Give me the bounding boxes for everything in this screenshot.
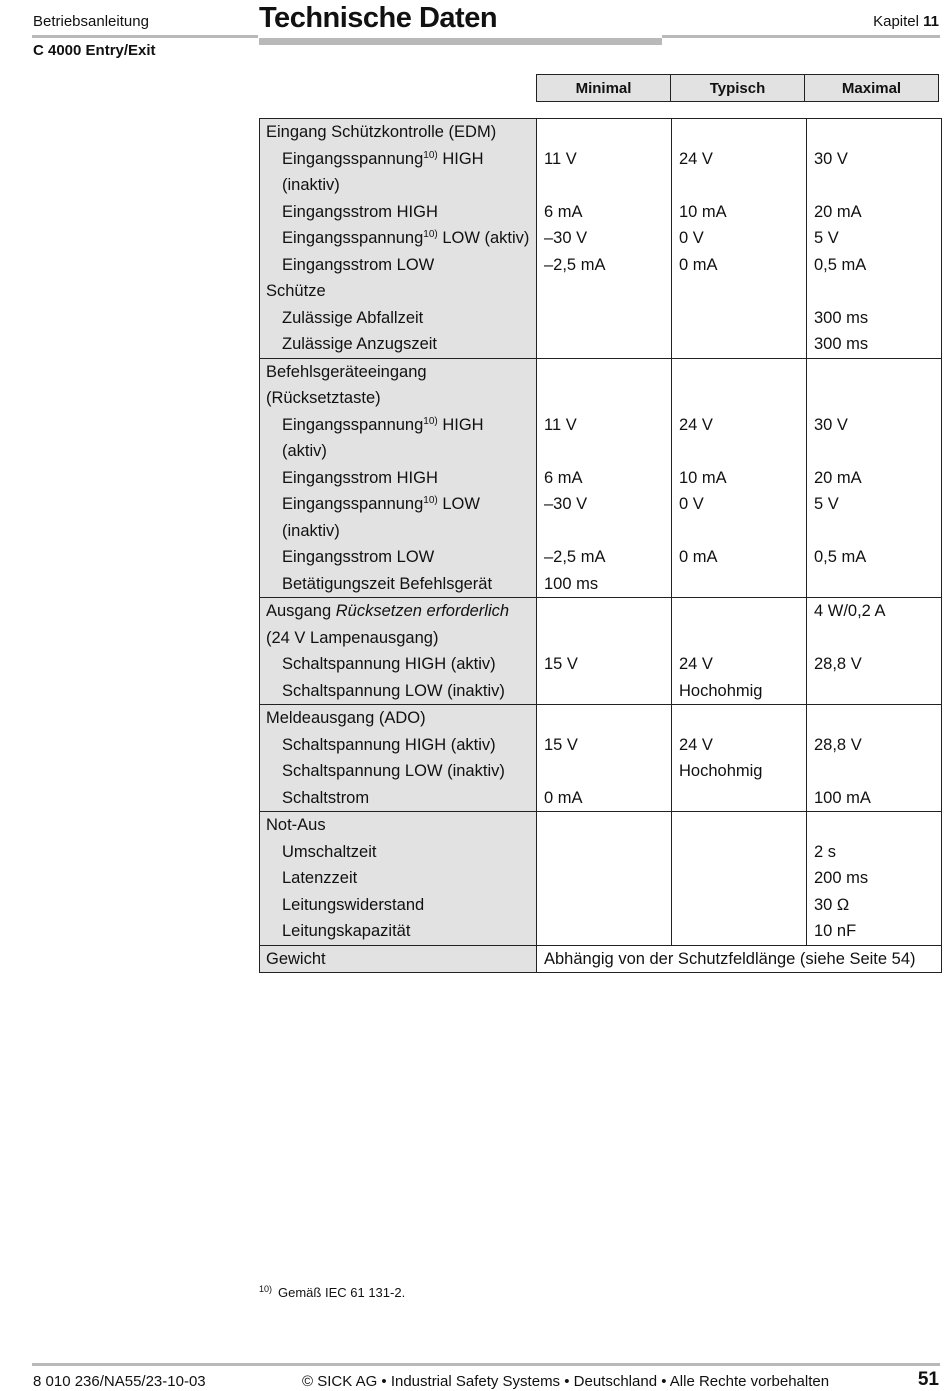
row-label: [260, 678, 537, 705]
row-label-text: Gewicht: [266, 949, 326, 968]
value-typical: Hochohmig: [672, 758, 807, 785]
value-minimal: [537, 331, 672, 358]
value-maximal: 20 mA: [807, 199, 942, 226]
row-label-text: Eingangsspannung: [282, 415, 424, 434]
table-row: [260, 785, 942, 812]
row-label: [260, 305, 537, 332]
value-minimal: 11 V: [537, 412, 672, 465]
row-label: [260, 945, 537, 973]
row-label: [260, 732, 537, 759]
value-maximal: 5 V: [807, 225, 942, 252]
value-minimal: [537, 812, 672, 839]
row-label: [260, 491, 537, 544]
row-label: [260, 412, 537, 465]
value-minimal: 15 V: [537, 732, 672, 759]
page-title: Technische Daten: [259, 2, 498, 34]
value-typical: [672, 865, 807, 892]
value-maximal: 100 mA: [807, 785, 942, 812]
value-maximal: 30 Ω: [807, 892, 942, 919]
row-label-text: Eingangsspannung: [282, 495, 424, 513]
table-row: [260, 331, 942, 358]
footnote-text: Gemäß IEC 61 131-2.: [278, 1285, 406, 1300]
footnote-ref: 10): [423, 229, 438, 240]
value-typical: 24 V: [672, 651, 807, 678]
row-label-text: Betätigungszeit Befehlsgerät: [282, 574, 493, 593]
value-maximal: 4 W/0,2 A: [807, 598, 942, 652]
value-maximal: [807, 758, 942, 785]
spec-table: [259, 118, 942, 973]
value-typical: [672, 892, 807, 919]
row-label: [260, 839, 537, 866]
row-label: [260, 465, 537, 492]
table-row: [260, 571, 942, 598]
value-minimal: [537, 119, 672, 146]
value-typical: [672, 278, 807, 305]
table-row: [260, 758, 942, 785]
table-row: [260, 918, 942, 945]
table-row: [260, 544, 942, 571]
header-rule-right: [662, 35, 940, 38]
value-typical: Hochohmig: [672, 678, 807, 705]
value-minimal: 11 V: [537, 146, 672, 199]
row-label-suffix: HIGH (aktiv): [282, 415, 484, 460]
table-row: [260, 732, 942, 759]
value-typical: 10 mA: [672, 465, 807, 492]
value-typical: [672, 331, 807, 358]
value-minimal: [537, 305, 672, 332]
value-typical: [672, 918, 807, 945]
value-typical: [672, 358, 807, 412]
spec-table-body: [260, 119, 942, 973]
row-label-text: Eingangsstrom LOW: [282, 548, 435, 566]
row-label-text: Eingangsstrom HIGH: [282, 468, 438, 487]
row-label: [260, 331, 537, 358]
row-label-text: Not-Aus: [266, 816, 326, 834]
table-row: [260, 199, 942, 226]
row-label-text: Meldeausgang (ADO): [266, 709, 426, 727]
table-row: [260, 119, 942, 146]
row-label-text: Schaltspannung LOW (inaktiv): [282, 681, 505, 700]
footnote-marker: 10): [259, 1284, 273, 1294]
value-typical: [672, 305, 807, 332]
value-maximal: 200 ms: [807, 865, 942, 892]
value-maximal: 28,8 V: [807, 732, 942, 759]
row-label-text: Eingangsstrom LOW: [282, 255, 435, 274]
value-minimal: 6 mA: [537, 199, 672, 226]
value-minimal: [537, 705, 672, 732]
value-maximal: 30 V: [807, 146, 942, 199]
column-header-cell: Typisch: [671, 75, 805, 102]
value-maximal: 300 ms: [807, 331, 942, 358]
value-minimal: [537, 839, 672, 866]
value-typical: 24 V: [672, 732, 807, 759]
value-typical: [672, 812, 807, 839]
value-maximal: 10 nF: [807, 918, 942, 945]
value-maximal: 28,8 V: [807, 651, 942, 678]
value-minimal: [537, 865, 672, 892]
value-minimal: –2,5 mA: [537, 252, 672, 279]
table-row: [260, 865, 942, 892]
value-minimal: –2,5 mA: [537, 544, 672, 571]
value-maximal: [807, 571, 942, 598]
row-label: [260, 918, 537, 945]
table-row: [260, 678, 942, 705]
row-label-text: Ausgang: [266, 602, 336, 620]
row-label-text: Eingang Schützkontrolle (EDM): [266, 123, 497, 141]
value-minimal: [537, 598, 672, 652]
row-label: [260, 705, 537, 732]
row-label-suffix: LOW (aktiv): [437, 229, 530, 247]
footnote-ref: 10): [423, 495, 438, 506]
value-minimal: 0 mA: [537, 785, 672, 812]
value-maximal: [807, 678, 942, 705]
table-row: [260, 491, 942, 544]
row-label: [260, 758, 537, 785]
value-minimal: [537, 358, 672, 412]
row-label-text: Latenzzeit: [282, 869, 358, 887]
value-minimal: 15 V: [537, 651, 672, 678]
value-minimal: [537, 892, 672, 919]
value-typical: 24 V: [672, 146, 807, 199]
row-label-italic: Rücksetzen erforderlich: [335, 602, 510, 620]
value-typical: [672, 598, 807, 652]
row-label: [260, 119, 537, 146]
row-label: [260, 278, 537, 305]
value-typical: 0 V: [672, 491, 807, 544]
column-header-cell: Maximal: [805, 75, 939, 102]
value-minimal: 100 ms: [537, 571, 672, 598]
value-minimal: [537, 278, 672, 305]
value-span: Abhängig von der Schutzfeldlänge (siehe Seite 54): [537, 945, 942, 973]
value-minimal: –30 V: [537, 491, 672, 544]
product-name: C 4000 Entry/Exit: [33, 42, 156, 59]
value-typical: 24 V: [672, 412, 807, 465]
copyright: © SICK AG • Industrial Safety Systems • Deutschland • Alle Rechte vorbehalten: [302, 1373, 830, 1390]
column-header-cell: Minimal: [537, 75, 671, 102]
row-label-text: Umschaltzeit: [282, 842, 377, 861]
row-label-text: Schaltstrom: [282, 788, 370, 807]
column-header: [536, 74, 939, 102]
table-row: [260, 598, 942, 652]
doc-number: 8 010 236/NA55/23-10-03: [33, 1373, 206, 1390]
row-label-text: Schütze: [266, 282, 326, 300]
table-row: [260, 146, 942, 199]
value-typical: 0 mA: [672, 544, 807, 571]
value-maximal: 20 mA: [807, 465, 942, 492]
row-label-text: Schaltspannung LOW (inaktiv): [282, 762, 505, 780]
row-label: [260, 598, 537, 652]
table-row: [260, 892, 942, 919]
row-label: [260, 892, 537, 919]
row-label: [260, 252, 537, 279]
value-typical: 0 V: [672, 225, 807, 252]
value-maximal: 0,5 mA: [807, 252, 942, 279]
value-maximal: 300 ms: [807, 305, 942, 332]
value-minimal: [537, 678, 672, 705]
value-maximal: 30 V: [807, 412, 942, 465]
value-maximal: [807, 812, 942, 839]
value-typical: [672, 785, 807, 812]
row-label: [260, 225, 537, 252]
value-minimal: [537, 918, 672, 945]
row-label-suffix: HIGH (inaktiv): [282, 149, 484, 194]
table-row: [260, 945, 942, 973]
row-label-text: Schaltspannung HIGH (aktiv): [282, 735, 496, 754]
value-maximal: [807, 705, 942, 732]
footer-rule: [32, 1363, 940, 1366]
table-row: [260, 839, 942, 866]
row-label-text: Befehlsgeräteeingang (Rücksetztaste): [266, 362, 427, 407]
table-row: [260, 812, 942, 839]
value-minimal: [537, 758, 672, 785]
row-label-text: Leitungswiderstand: [282, 895, 425, 914]
row-label: [260, 785, 537, 812]
value-maximal: 5 V: [807, 491, 942, 544]
table-row: [260, 305, 942, 332]
row-label-text: Zulässige Abfallzeit: [282, 308, 424, 327]
value-maximal: [807, 358, 942, 412]
doc-type: Betriebsanleitung: [33, 13, 149, 30]
table-row: [260, 705, 942, 732]
row-label: [260, 651, 537, 678]
row-label: [260, 358, 537, 412]
value-minimal: –30 V: [537, 225, 672, 252]
value-typical: [672, 839, 807, 866]
value-typical: 10 mA: [672, 199, 807, 226]
header-rule-left: [32, 35, 258, 38]
value-typical: 0 mA: [672, 252, 807, 279]
table-row: [260, 358, 942, 412]
table-row: [260, 252, 942, 279]
chapter-label-text: Kapitel: [873, 13, 919, 30]
table-row: [260, 465, 942, 492]
row-label: [260, 571, 537, 598]
footnote: [259, 1284, 405, 1300]
header-rule-title: [259, 38, 662, 45]
row-label: [260, 199, 537, 226]
row-label: [260, 146, 537, 199]
value-typical: [672, 119, 807, 146]
row-label-text: Schaltspannung HIGH (aktiv): [282, 655, 496, 673]
row-label-text: Eingangsspannung: [282, 149, 424, 168]
row-label-text: Zulässige Anzugszeit: [282, 335, 438, 353]
value-minimal: 6 mA: [537, 465, 672, 492]
row-label-suffix: (24 V Lampenausgang): [266, 628, 439, 647]
row-label-text: Leitungskapazität: [282, 922, 411, 940]
value-maximal: 0,5 mA: [807, 544, 942, 571]
row-label-text: Eingangsstrom HIGH: [282, 202, 438, 221]
value-maximal: 2 s: [807, 839, 942, 866]
row-label: [260, 865, 537, 892]
value-maximal: [807, 119, 942, 146]
value-typical: [672, 705, 807, 732]
chapter-number: 11: [923, 13, 939, 30]
table-row: [260, 651, 942, 678]
footnote-ref: 10): [423, 149, 438, 161]
row-label: [260, 544, 537, 571]
row-label: [260, 812, 537, 839]
value-typical: [672, 571, 807, 598]
table-row: [260, 278, 942, 305]
row-label-text: Eingangsspannung: [282, 229, 424, 247]
page-number: 51: [917, 1369, 939, 1390]
footnote-ref: 10): [423, 415, 438, 427]
table-row: [260, 412, 942, 465]
value-maximal: [807, 278, 942, 305]
row-label-suffix: LOW (inaktiv): [282, 495, 480, 540]
chapter-label: [873, 13, 939, 30]
table-row: [260, 225, 942, 252]
